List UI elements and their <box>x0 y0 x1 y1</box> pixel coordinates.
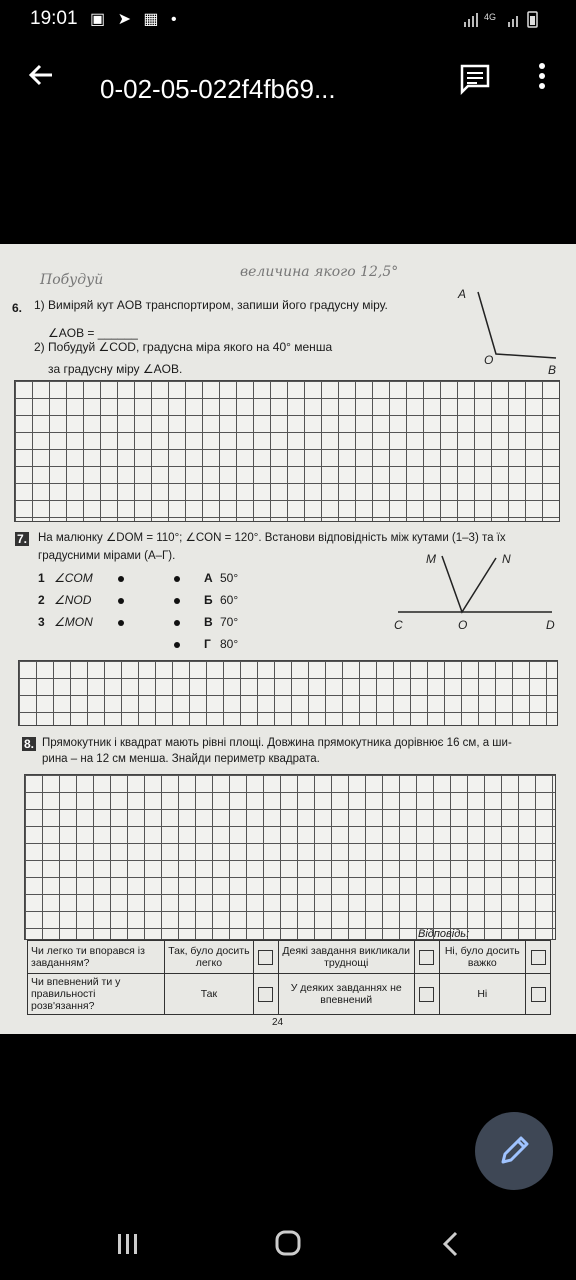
task8-number: 8. <box>24 737 35 751</box>
survey-question-1: Чи легко ти впорався із завданням? <box>28 941 165 974</box>
match-dot[interactable] <box>174 642 180 648</box>
label-a: A <box>458 287 467 301</box>
self-assessment-table <box>27 940 551 1015</box>
checkbox-easy[interactable] <box>258 950 273 965</box>
task8-line2: рина – на 12 см менша. Знайди периметр квадрата. <box>42 753 320 765</box>
task7-line2: градусними мірами (А–Г). <box>38 550 176 562</box>
match-dot[interactable] <box>118 576 124 582</box>
signal-battery-icons <box>460 8 550 30</box>
angle-aob-figure <box>450 284 560 374</box>
comment-icon[interactable] <box>458 62 492 96</box>
match-dot[interactable] <box>118 620 124 626</box>
page-number: 24 <box>272 1017 284 1028</box>
pencil-icon <box>475 1112 553 1190</box>
angles-mon-figure <box>390 549 560 631</box>
match-dot[interactable] <box>118 598 124 604</box>
more-options-icon[interactable] <box>532 58 552 94</box>
t7-right-value-b: 60° <box>220 593 239 607</box>
status-time: 19:01 <box>30 8 78 29</box>
back-arrow-icon[interactable] <box>24 58 58 92</box>
system-nav-bar <box>0 1210 576 1280</box>
status-bar <box>0 0 576 36</box>
task6-angle-answer: ∠AOB = ______ <box>48 326 138 340</box>
handwritten-note-left: Побудуй <box>40 272 104 288</box>
t7-right-value-v: 70° <box>220 615 239 629</box>
task6-question2-line1: 2) Побудуй ∠COD, градусна міра якого на 40° менша <box>34 340 333 354</box>
document-image[interactable] <box>0 244 576 1034</box>
grid-task6 <box>14 380 560 522</box>
label-c: C <box>394 618 403 631</box>
label-n: N <box>502 552 511 566</box>
checkbox-partly[interactable] <box>419 987 434 1002</box>
task6-question1: 1) Виміряй кут AOB транспортиром, запиши його градусну міру. <box>34 298 388 312</box>
match-dot[interactable] <box>174 576 180 582</box>
grid-task7 <box>18 660 558 726</box>
checkbox-yes[interactable] <box>258 987 273 1002</box>
match-dot[interactable] <box>174 598 180 604</box>
grid-task8 <box>24 774 556 940</box>
file-title: 0-02-05-022f4fb69... <box>100 74 336 104</box>
label-d: D <box>546 618 555 631</box>
t7-right-value-g: 80° <box>220 637 239 651</box>
answer-label: Відповідь: <box>418 928 470 940</box>
checkbox-some-hard[interactable] <box>419 950 434 965</box>
survey-answer-easy: Так, було досить легко <box>165 941 254 974</box>
handwritten-note-right: величина якого 12,5° <box>240 264 399 280</box>
notification-icons: ▣ ➤ ▦ • <box>90 11 181 28</box>
task8-line1: Прямокутник і квадрат мають рівні площі. Довжина прямокутника дорівнює 16 см, а ши- <box>42 737 512 749</box>
edit-button[interactable] <box>475 1112 553 1190</box>
network-type: 4G <box>484 12 497 22</box>
t7-left-num-2: 2 <box>38 593 45 607</box>
app-bar <box>0 36 576 116</box>
match-dot[interactable] <box>174 620 180 626</box>
survey-answer-hard: Ні, було досить важко <box>439 941 525 974</box>
t7-right-letter-g: Г <box>204 637 211 651</box>
label-m: M <box>426 552 436 566</box>
survey-question-2: Чи впевнений ти у правильності розв'язання? <box>28 974 165 1015</box>
survey-answer-yes: Так <box>165 974 254 1015</box>
t7-left-num-3: 3 <box>38 615 45 629</box>
label-o2: O <box>458 618 468 631</box>
t7-left-label-3: ∠MON <box>54 615 93 629</box>
label-b: B <box>548 363 557 374</box>
t7-right-value-a: 50° <box>220 571 239 585</box>
home-icon[interactable] <box>268 1228 308 1260</box>
task6-question2-line2: за градусну міру ∠AOB. <box>48 362 183 376</box>
t7-left-label-1: ∠COM <box>54 571 93 585</box>
task6-number: 6. <box>12 301 23 315</box>
checkbox-no[interactable] <box>531 987 546 1002</box>
task7-line1: На малюнку ∠DOM = 110°; ∠CON = 120°. Встанови відповідність між кутами (1–3) та їх <box>38 532 506 544</box>
t7-left-num-1: 1 <box>38 571 45 585</box>
survey-answer-some-hard: Деякі завдання викликали труднощі <box>278 941 414 974</box>
label-o: O <box>484 353 494 367</box>
task7-number: 7. <box>17 532 28 546</box>
recents-icon[interactable] <box>108 1228 148 1260</box>
t7-right-letter-v: В <box>204 615 213 629</box>
t7-right-letter-a: А <box>204 571 213 585</box>
t7-right-letter-b: Б <box>204 593 213 607</box>
t7-left-label-2: ∠NOD <box>54 593 92 607</box>
checkbox-hard[interactable] <box>531 950 546 965</box>
back-nav-icon[interactable] <box>430 1228 470 1260</box>
survey-answer-partly: У деяких завданнях не впевнений <box>278 974 414 1015</box>
survey-answer-no: Ні <box>439 974 525 1015</box>
